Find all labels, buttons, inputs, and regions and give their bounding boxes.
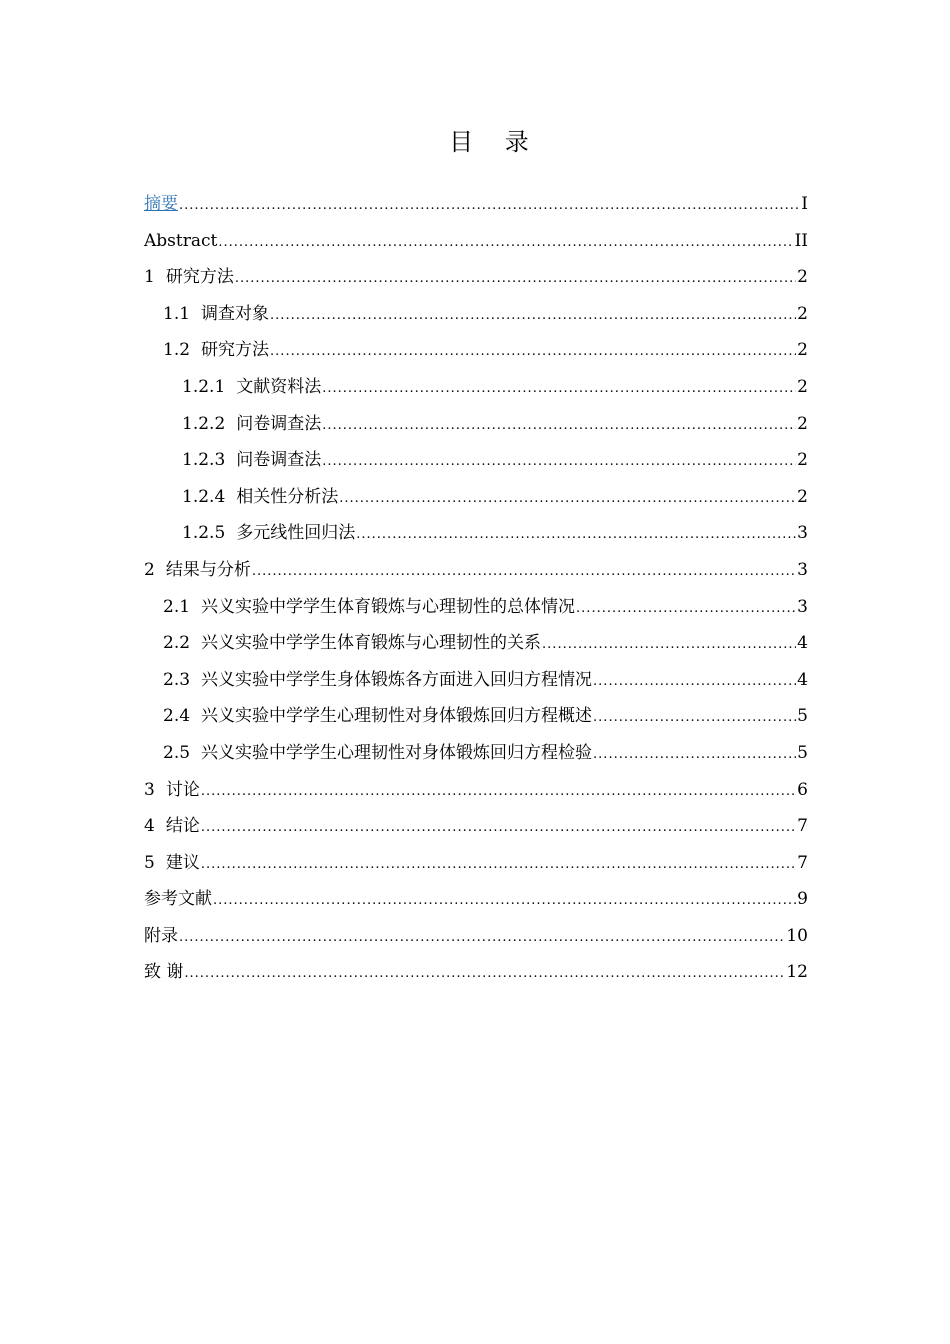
toc-entry-link[interactable]: 摘要 [144,194,178,214]
toc-entry-text: 调查对象 [201,303,270,324]
toc-entry-number: 2.4 [163,706,191,727]
toc-leader-dots [542,627,796,664]
toc-leader-dots [235,261,796,298]
toc-entry-number: 1.2.3 [182,450,226,471]
toc-entry[interactable] [144,698,808,735]
toc-entry-text: 兴义实验中学学生身体锻炼各方面进入回归方程情况 [201,669,593,690]
toc-page-number: 6 [797,779,808,800]
toc-entry[interactable] [144,954,808,991]
toc-page-number: 2 [797,450,808,471]
toc-entry-text: 多元线性回归法 [236,523,356,544]
toc-leader-dots [270,298,796,335]
toc-page-number: 10 [786,925,808,946]
toc-entry-text: 研究方法 [201,340,270,361]
toc-entry[interactable] [144,918,808,955]
toc-entry-text: 兴义实验中学学生心理韧性对身体锻炼回归方程检验 [201,742,593,763]
toc-entry[interactable] [144,186,808,223]
toc-entry[interactable] [144,406,808,443]
toc-entry-text: Abstract [144,230,218,251]
toc-page-number: 5 [797,742,808,763]
toc-entry-text: 附录 [144,925,178,946]
toc-leader-dots [593,737,796,774]
toc-entry-number: 2 [144,559,155,580]
toc-entry-text: 结果与分析 [165,559,251,580]
toc-page-number: 2 [797,340,808,361]
toc-entry-number: 2.2 [163,633,191,654]
toc-entry-number: 2.5 [163,742,191,763]
toc-page-number: 2 [797,486,808,507]
toc-entry-number: 1.2.4 [182,486,226,507]
toc-leader-dots [184,956,785,993]
toc-entry-number: 1.2 [163,340,191,361]
toc-entry-text: 兴义实验中学学生体育锻炼与心理韧性的关系 [201,633,542,654]
toc-page-number: 3 [797,596,808,617]
toc-leader-dots [322,371,796,408]
toc-page-number: 9 [797,889,808,910]
toc-page-number: 4 [797,633,808,654]
toc-page-number: II [794,230,808,251]
toc-page-number: 12 [786,962,808,983]
toc-leader-dots [593,700,796,737]
toc-leader-dots [322,408,796,445]
toc-entry-text: 兴义实验中学学生体育锻炼与心理韧性的总体情况 [201,596,576,617]
toc-leader-dots [322,444,796,481]
toc-entry[interactable] [144,589,808,626]
toc-entry[interactable] [144,296,808,333]
toc-entry[interactable] [144,625,808,662]
toc-page-number: 2 [797,413,808,434]
toc-leader-dots [179,920,785,957]
toc-page-number: 3 [797,523,808,544]
toc-entry-number: 1.2.2 [182,413,226,434]
toc-entry-text: 相关性分析法 [236,486,339,507]
toc-entry-text: 讨论 [165,779,200,800]
toc-entry-text: 参考文献 [144,889,212,910]
toc-entry[interactable] [144,369,808,406]
toc-page-number: I [801,194,808,214]
toc-list [144,186,808,991]
toc-entry-number: 1.2.1 [182,376,226,397]
toc-leader-dots [179,188,800,225]
toc-entry[interactable] [144,332,808,369]
toc-page-number: 5 [797,706,808,727]
toc-entry[interactable] [144,662,808,699]
toc-entry-number: 2.1 [163,596,191,617]
toc-entry-number: 1 [144,267,155,288]
toc-entry[interactable] [144,808,808,845]
toc-page-number: 2 [797,267,808,288]
toc-entry[interactable] [144,552,808,589]
toc-entry[interactable] [144,515,808,552]
toc-page-number: 2 [797,303,808,324]
toc-entry-number: 2.3 [163,669,191,690]
toc-entry-text: 问卷调查法 [236,450,322,471]
toc-entry-number: 1.2.5 [182,523,226,544]
toc-page-number: 3 [797,559,808,580]
toc-entry-text: 致 谢 [144,962,184,983]
toc-entry-text: 兴义实验中学学生心理韧性对身体锻炼回归方程概述 [201,706,593,727]
toc-entry-number: 5 [144,852,155,873]
toc-page-number: 7 [797,852,808,873]
toc-page-number: 4 [797,669,808,690]
toc-entry[interactable] [144,845,808,882]
toc-leader-dots [218,225,793,262]
toc-leader-dots [252,554,796,591]
toc-entry-text: 研究方法 [165,267,234,288]
toc-title: 目 录 [449,128,541,156]
toc-leader-dots [593,664,796,701]
toc-leader-dots [270,334,796,371]
toc-leader-dots [201,810,796,847]
toc-entry-number: 4 [144,816,155,837]
toc-leader-dots [201,847,796,884]
toc-entry[interactable] [144,442,808,479]
toc-leader-dots [356,517,796,554]
toc-leader-dots [576,591,796,628]
toc-entry[interactable] [144,881,808,918]
toc-page-number: 7 [797,816,808,837]
toc-entry[interactable] [144,772,808,809]
toc-entry[interactable] [144,259,808,296]
toc-page-number: 2 [797,376,808,397]
toc-leader-dots [201,774,796,811]
toc-entry[interactable] [144,735,808,772]
toc-leader-dots [213,883,796,920]
toc-entry[interactable] [144,223,808,260]
toc-entry-number: 3 [144,779,155,800]
toc-entry[interactable] [144,479,808,516]
toc-entry-text: 文献资料法 [236,376,322,397]
toc-leader-dots [339,481,796,518]
toc-entry-text: 建议 [165,852,200,873]
toc-entry-number: 1.1 [163,303,191,324]
toc-entry-text: 问卷调查法 [236,413,322,434]
toc-entry-text: 结论 [165,816,200,837]
